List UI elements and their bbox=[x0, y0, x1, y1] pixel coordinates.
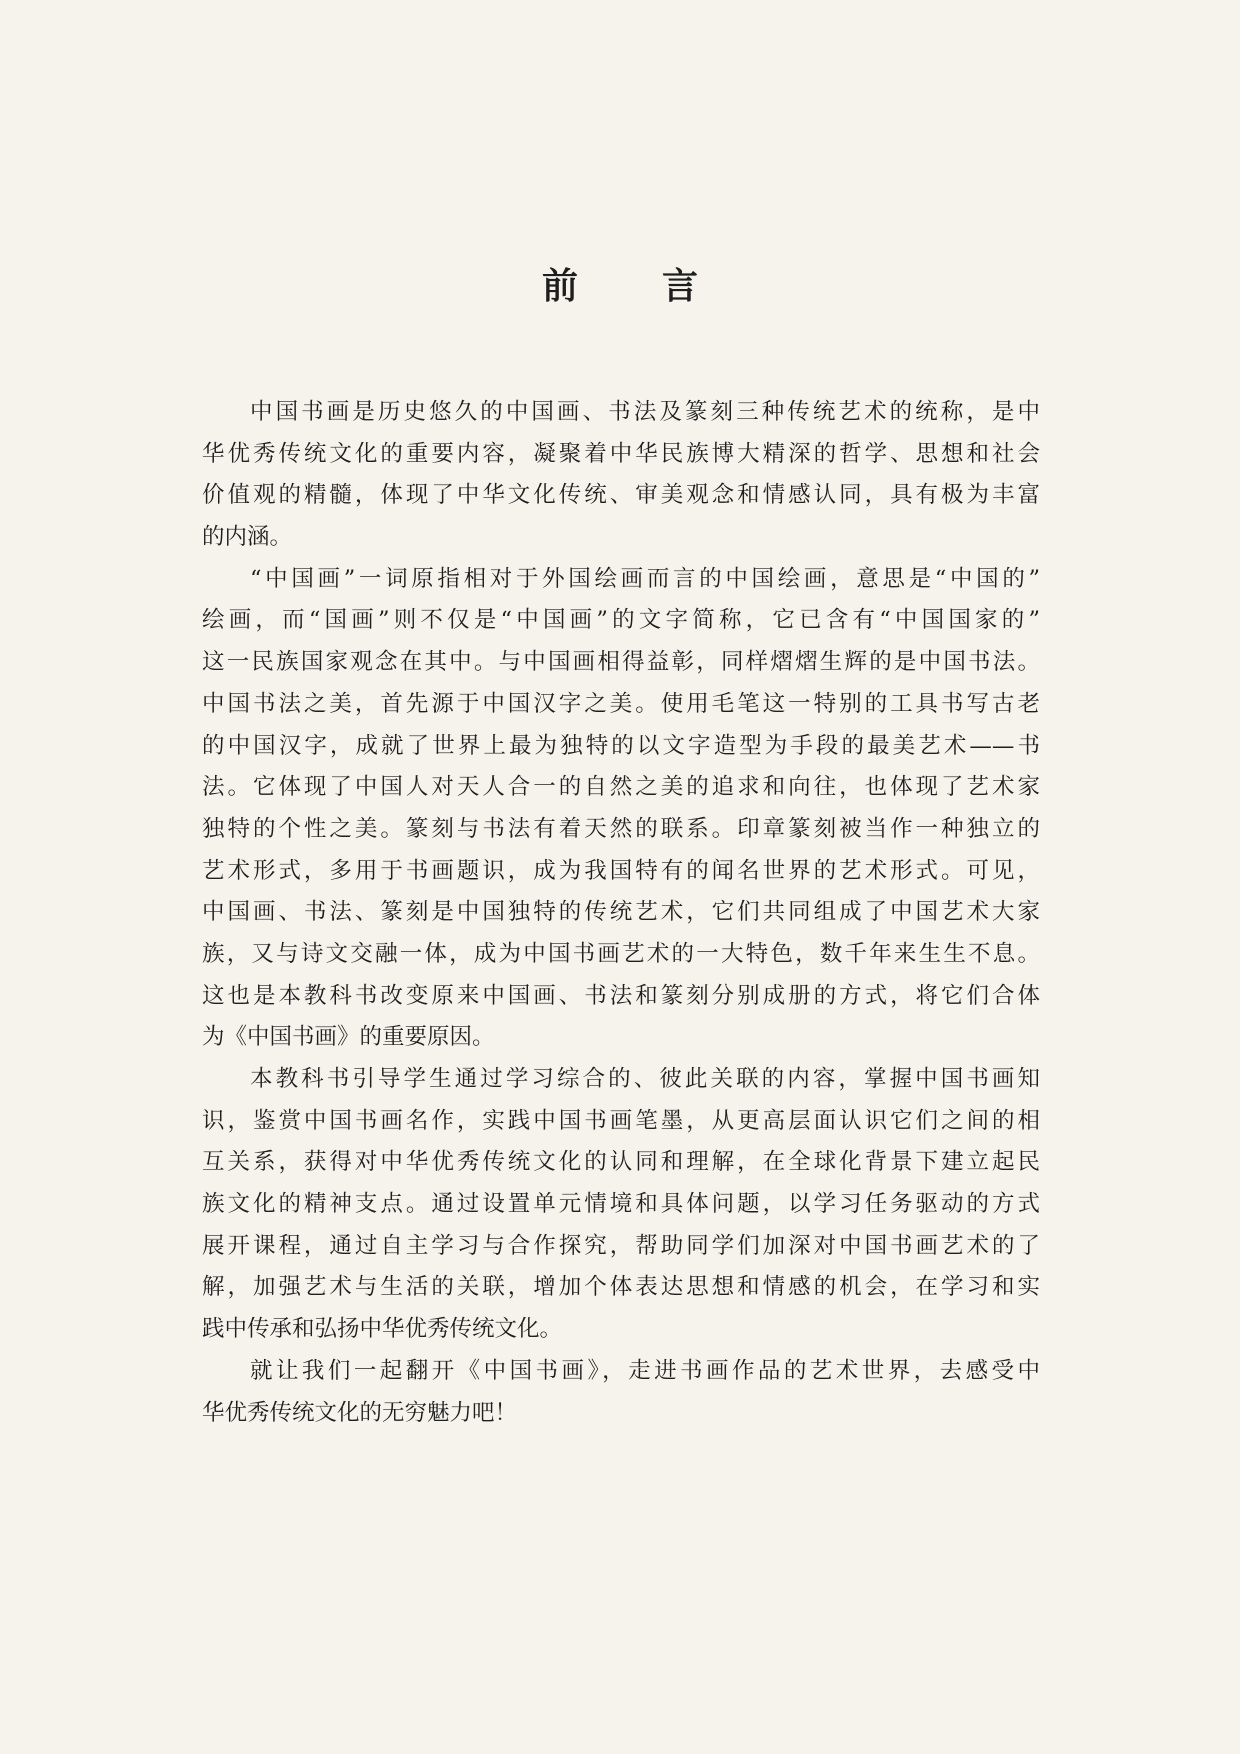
text-line: 这一民族国家观念在其中。与中国画相得益彰，同样熠熠生辉的是中国书法。 bbox=[202, 649, 1040, 676]
text-line: 识，鉴赏中国书画名作，实践中国书画笔墨，从更高层面认识它们之间的相 bbox=[202, 1107, 1040, 1134]
paragraph bbox=[202, 392, 1040, 559]
text-line: 艺术形式，多用于书画题识，成为我国特有的闻名世界的艺术形式。可见， bbox=[202, 857, 1040, 884]
text-line: 这也是本教科书改变原来中国画、书法和篆刻分别成册的方式，将它们合体 bbox=[202, 982, 1040, 1009]
paragraph bbox=[202, 559, 1040, 1059]
page-title-char: 前 bbox=[541, 266, 578, 307]
text-line: 互关系，获得对中华优秀传统文化的认同和理解，在全球化背景下建立起民 bbox=[202, 1149, 1040, 1176]
paragraph bbox=[202, 1351, 1040, 1434]
preface-body bbox=[202, 392, 1040, 1434]
text-line: 中国书画是历史悠久的中国画、书法及篆刻三种传统艺术的统称，是中 bbox=[250, 399, 1040, 425]
text-line: 华优秀传统文化的重要内容，凝聚着中华民族博大精深的哲学、思想和社会 bbox=[202, 440, 1040, 467]
text-line: 就让我们一起翻开《中国书画》，走进书画作品的艺术世界，去感受中 bbox=[250, 1357, 1040, 1384]
page-title bbox=[0, 258, 1240, 309]
text-line: 族，又与诗文交融一体，成为中国书画艺术的一大特色，数千年来生生不息。 bbox=[202, 940, 1040, 967]
text-line: 的中国汉字，成就了世界上最为独特的以文字造型为手段的最美艺术——书 bbox=[202, 732, 1040, 759]
text-line: 族文化的精神支点。通过设置单元情境和具体问题，以学习任务驱动的方式 bbox=[202, 1191, 1040, 1218]
text-line: 为《中国书画》的重要原因。 bbox=[202, 1024, 495, 1051]
page-title-char: 言 bbox=[662, 266, 699, 307]
paragraph bbox=[202, 1059, 1040, 1351]
text-line: 解，加强艺术与生活的关联，增加个体表达思想和情感的机会，在学习和实 bbox=[202, 1274, 1040, 1301]
text-line: 的内涵。 bbox=[202, 524, 293, 551]
text-line: 展开课程，通过自主学习与合作探究，帮助同学们加深对中国书画艺术的了 bbox=[202, 1232, 1040, 1259]
text-line: 价值观的精髓，体现了中华文化传统、审美观念和情感认同，具有极为丰富 bbox=[202, 482, 1040, 509]
text-line: 法。它体现了中国人对天人合一的自然之美的追求和向往，也体现了艺术家 bbox=[202, 774, 1040, 801]
text-line: 中国书法之美，首先源于中国汉字之美。使用毛笔这一特别的工具书写古老 bbox=[202, 690, 1040, 717]
text-line: 中国画、书法、篆刻是中国独特的传统艺术，它们共同组成了中国艺术大家 bbox=[202, 899, 1040, 926]
text-line: 本教科书引导学生通过学习综合的、彼此关联的内容，掌握中国书画知 bbox=[250, 1066, 1040, 1092]
text-line: 绘画，而“国画”则不仅是“中国画”的文字简称，它已含有“中国国家的” bbox=[202, 607, 1040, 634]
text-line: “中国画”一词原指相对于外国绘画而言的中国绘画，意思是“中国的” bbox=[250, 565, 1040, 592]
text-line: 华优秀传统文化的无穷魅力吧！ bbox=[202, 1399, 518, 1426]
text-line: 独特的个性之美。篆刻与书法有着天然的联系。印章篆刻被当作一种独立的 bbox=[202, 815, 1040, 842]
text-line: 践中传承和弘扬中华优秀传统文化。 bbox=[202, 1316, 563, 1343]
